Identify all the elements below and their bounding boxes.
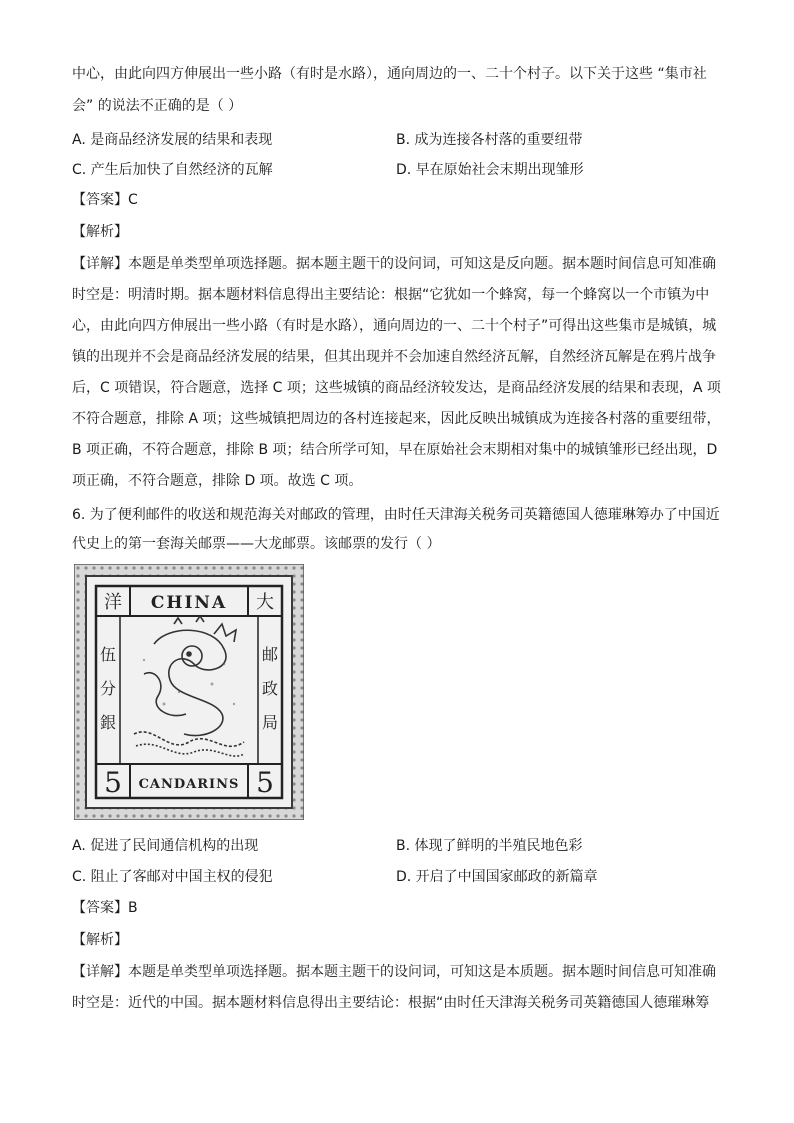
q6-option-d: D. 开启了中国国家邮政的新篇章	[396, 869, 598, 885]
stamp-right-char: 局	[261, 713, 279, 732]
stamp-left-char: 銀	[99, 713, 117, 732]
q6-answer: 【答案】B	[72, 900, 138, 916]
q5-stem-line-1: 中心，由此向四方伸展出一些小路（有时是水路），通向周边的一、二十个村子。以下关于这些 “集市社	[72, 66, 707, 82]
q5-detail-line: 【详解】本题是单类型单项选择题。据本题主题干的设问词，可知这是反向题。据本题时间信息可知准确	[72, 256, 716, 272]
q6-detail-line: 时空是：近代的中国。据本题材料信息得出主要结论：根据“由时任天津海关税务司英籍德国人德璀琳筹	[72, 995, 710, 1011]
q6-option-a: A. 促进了民间通信机构的出现	[72, 838, 259, 854]
q5-detail-line: 不符合题意，排除 A 项；这些城镇把周边的各村连接起来，因此反映出城镇成为连接各村落的重要纽带，	[72, 411, 721, 427]
q6-stem-line-2: 代史上的第一套海关邮票——大龙邮票。该邮票的发行（ ）	[72, 536, 441, 552]
q6-option-c: C. 阻止了客邮对中国主权的侵犯	[72, 869, 273, 885]
stamp-left-char: 伍	[99, 645, 117, 664]
q5-detail-line: 项正确，不符合题意，排除 D 项。故选 C 项。	[72, 473, 363, 489]
stamp-top-text: CHINA	[150, 593, 228, 613]
large-dragon-stamp-image	[74, 564, 304, 820]
stamp-value-right: 5	[256, 766, 274, 799]
stamp-right-char: 邮	[261, 645, 279, 664]
q6-option-b: B. 体现了鲜明的半殖民地色彩	[396, 838, 583, 854]
stamp-corner-tl: 洋	[104, 592, 122, 613]
q5-detail-line: B 项正确，不符合题意，排除 B 项；结合所学可知，早在原始社会末期相对集中的城镇雏形已经出现，D	[72, 442, 718, 458]
q5-option-c: C. 产生后加快了自然经济的瓦解	[72, 162, 273, 178]
q5-detail-line: 镇的出现并不会是商品经济发展的结果，但其出现并不会加速自然经济瓦解，自然经济瓦解是在鸦片战争	[72, 349, 716, 365]
stamp-value-left: 5	[104, 766, 122, 799]
q5-option-a: A. 是商品经济发展的结果和表现	[72, 132, 273, 148]
q5-option-b: B. 成为连接各村落的重要纽带	[396, 132, 583, 148]
stamp-corner-tr: 大	[256, 592, 274, 613]
stamp-bottom-text: CANDARINS	[138, 777, 240, 792]
q5-answer: 【答案】C	[72, 192, 138, 208]
q5-analysis-label: 【解析】	[72, 224, 128, 240]
q6-stem-line-1: 6. 为了便利邮件的收送和规范海关对邮政的管理，由时任天津海关税务司英籍德国人德璀琳筹办了中国近	[72, 507, 720, 523]
q5-detail-line: 时空是：明清时期。据本题材料信息得出主要结论：根据“它犹如一个蜂窝，每一个蜂窝以一个市镇为中	[72, 287, 710, 303]
stamp-right-char: 政	[261, 679, 279, 698]
q6-detail-line: 【详解】本题是单类型单项选择题。据本题主题干的设问词，可知这是本质题。据本题时间信息可知准确	[72, 964, 716, 980]
q5-stem-line-2: 会” 的说法不正确的是（ ）	[72, 98, 243, 114]
q5-detail-line: 后，C 项错误，符合题意，选择 C 项；这些城镇的商品经济较发达，是商品经济发展的结果和表现，A 项	[72, 380, 721, 396]
q5-detail-line: 心，由此向四方伸展出一些小路（有时是水路），通向周边的一、二十个村子”可得出这些集市是城镇，城	[72, 318, 717, 334]
q5-option-d: D. 早在原始社会末期出现雏形	[396, 162, 584, 178]
q6-analysis-label: 【解析】	[72, 932, 128, 948]
stamp-left-char: 分	[99, 679, 117, 698]
